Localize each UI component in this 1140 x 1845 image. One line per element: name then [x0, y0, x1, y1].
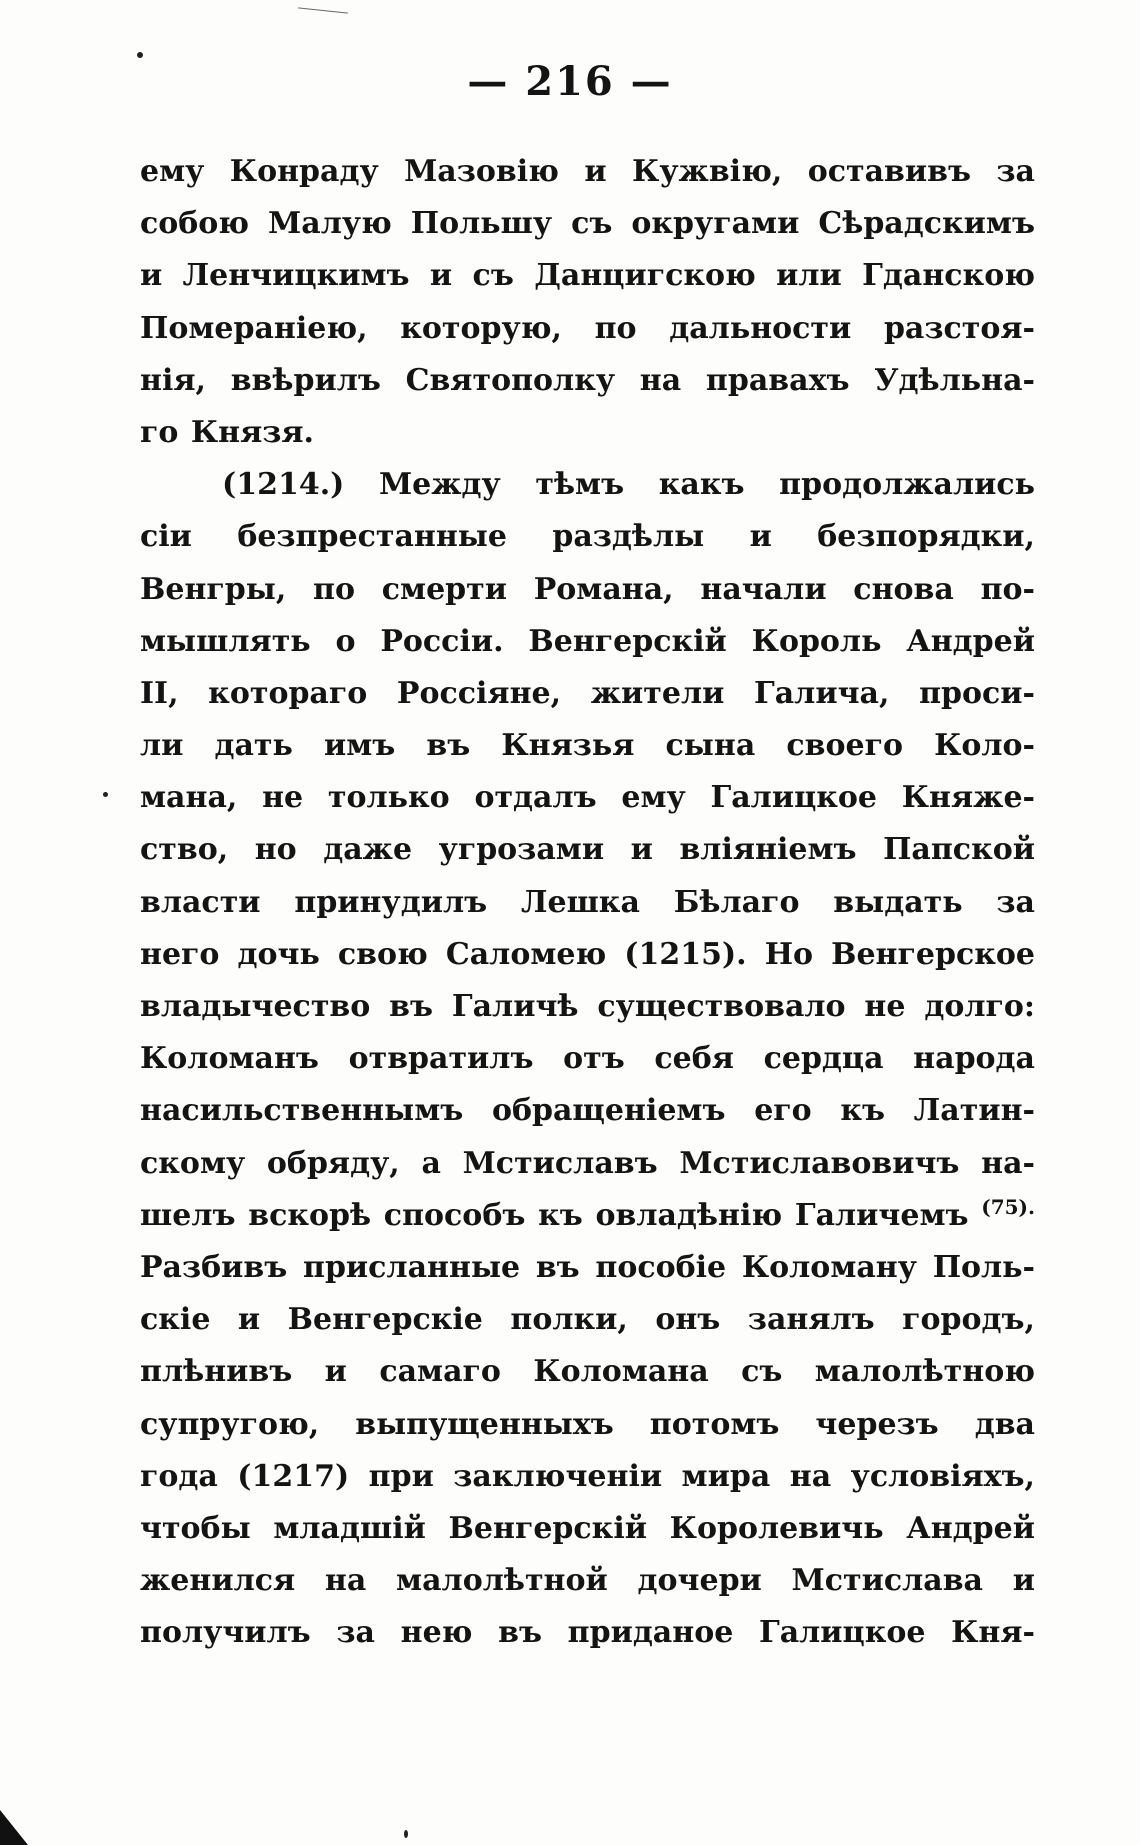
- text-line-with-note: [140, 1190, 1035, 1242]
- text-line: Коломанъ отвратилъ отъ себя сердца народа: [140, 1041, 1035, 1077]
- scan-artifact-line: [298, 7, 348, 13]
- text-line: плѣнивъ и самаго Коломана съ малолѣтною: [140, 1354, 1035, 1390]
- footnote-reference[interactable]: (75).: [981, 1194, 1035, 1219]
- text-line: насильственнымъ обращеніемъ его къ Латин-: [140, 1093, 1035, 1129]
- text-line: него дочь свою Саломею (1215). Но Венгерское: [140, 936, 1035, 972]
- text-line: ему Конраду Мазовію и Кужвію, оставивъ за: [140, 154, 1035, 189]
- paragraph-first-line: (1214.) Между тѣмъ какъ продолжались: [222, 467, 1035, 503]
- text-line-content: шелъ вскорѣ способъ къ овладѣнію Галичемъ: [140, 1197, 969, 1233]
- scan-speck: [103, 792, 108, 797]
- body-text: [140, 146, 1035, 1659]
- text-line: Разбивъ присланные въ пособіе Коломану Поль-: [140, 1249, 1035, 1285]
- text-line: мана, не только отдалъ ему Галицкое Княже-: [140, 780, 1035, 816]
- text-line: года (1217) при заключеніи мира на условіяхъ,: [140, 1458, 1035, 1494]
- text-line: получилъ за нею въ приданое Галицкое Кня-: [140, 1615, 1035, 1651]
- text-line: скому обряду, а Мстиславъ Мстиславовичъ на-: [140, 1145, 1035, 1181]
- text-line: Венгры, по смерти Романа, начали снова по-: [140, 571, 1035, 607]
- text-line: власти принудилъ Лешка Бѣлаго выдать за: [140, 884, 1035, 920]
- text-line: нія, ввѣрилъ Святополку на правахъ Удѣльна-: [140, 362, 1035, 398]
- text-line: сіи безпрестанные раздѣлы и безпорядки,: [140, 519, 1035, 555]
- text-line: владычество въ Галичѣ существовало не долго:: [140, 989, 1035, 1024]
- text-line: чтобы младшій Венгерскій Королевичь Андрей: [140, 1510, 1035, 1546]
- page-number: — 216 —: [467, 58, 673, 105]
- text-line: ство, но даже угрозами и вліяніемъ Папской: [140, 832, 1035, 868]
- scan-corner-shadow: [0, 1810, 28, 1845]
- text-line: ли дать имъ въ Князья сына своего Коло-: [140, 728, 1035, 764]
- text-line: скіе и Венгерскіе полки, онъ занялъ городъ,: [140, 1302, 1035, 1338]
- text-line: и Ленчицкимъ и съ Данцигскою или Гданскою: [140, 258, 1035, 294]
- scan-speck: [404, 1830, 408, 1838]
- text-line: мышлять о Россіи. Венгерскій Король Андрей: [140, 623, 1035, 659]
- text-line: собою Малую Польшу съ округами Сѣрадскимъ: [140, 206, 1035, 242]
- text-line: женился на малолѣтной дочери Мстислава и: [140, 1563, 1035, 1599]
- text-line: го Князя.: [140, 414, 315, 450]
- text-line: II, котораго Россіяне, жители Галича, проси-: [140, 675, 1035, 711]
- text-line: Помераніею, которую, по дальности разстоя-: [140, 310, 1035, 346]
- text-line: супругою, выпущенныхъ потомъ черезъ два: [140, 1406, 1035, 1442]
